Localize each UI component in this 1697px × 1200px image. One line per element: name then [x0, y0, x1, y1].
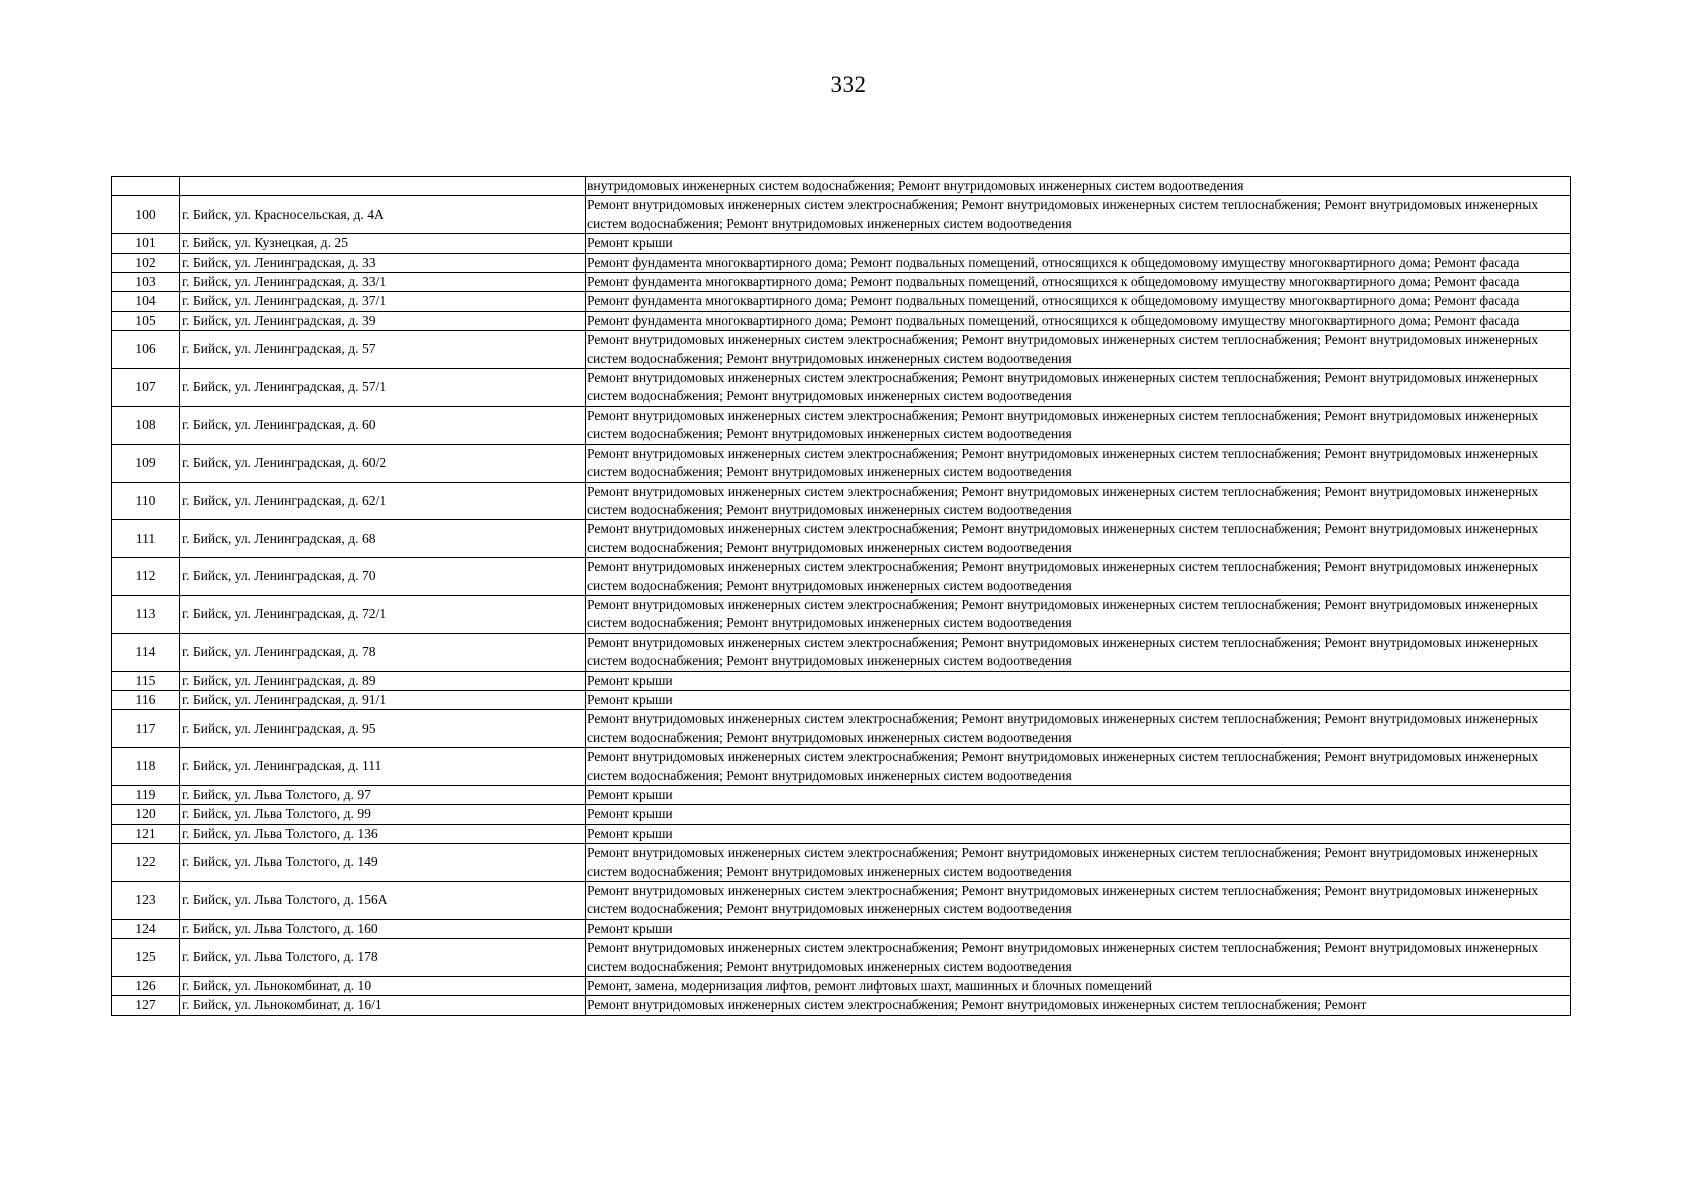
- table-row: [112, 406, 1571, 444]
- row-number: 101: [112, 234, 180, 253]
- row-number: 114: [112, 633, 180, 671]
- table-row: [112, 253, 1571, 272]
- row-address: г. Бийск, ул. Льва Толстого, д. 156А: [180, 882, 586, 920]
- row-number: 125: [112, 939, 180, 977]
- row-work-type: Ремонт внутридомовых инженерных систем электроснабжения; Ремонт внутридомовых инженерных систем теплоснабжения; Ремонт: [586, 996, 1571, 1015]
- row-work-type: Ремонт фундамента многоквартирного дома; Ремонт подвальных помещений, относящихся к общедомовому имуществу многоквартирного дома; Ремонт фасада: [586, 311, 1571, 330]
- row-number: 124: [112, 919, 180, 938]
- row-work-type: Ремонт внутридомовых инженерных систем электроснабжения; Ремонт внутридомовых инженерных систем теплоснабжения; Ремонт внутридомовых инженерных систем водоснабжения; Ремонт внутридомовых инженерных систем водоотведения: [586, 520, 1571, 558]
- row-work-type: Ремонт крыши: [586, 671, 1571, 690]
- table-row: [112, 786, 1571, 805]
- row-address: г. Бийск, ул. Ленинградская, д. 62/1: [180, 482, 586, 520]
- table-row: [112, 444, 1571, 482]
- table-row: [112, 882, 1571, 920]
- row-number: 112: [112, 558, 180, 596]
- row-address: г. Бийск, ул. Кузнецкая, д. 25: [180, 234, 586, 253]
- table-row: [112, 844, 1571, 882]
- row-number: 111: [112, 520, 180, 558]
- row-address: [180, 177, 586, 196]
- row-work-type: Ремонт внутридомовых инженерных систем электроснабжения; Ремонт внутридомовых инженерных систем теплоснабжения; Ремонт внутридомовых инженерных систем водоснабжения; Ремонт внутридомовых инженерных систем водоотведения: [586, 331, 1571, 369]
- row-address: г. Бийск, ул. Ленинградская, д. 60/2: [180, 444, 586, 482]
- table-row: [112, 311, 1571, 330]
- row-number: 109: [112, 444, 180, 482]
- row-number: 104: [112, 292, 180, 311]
- row-number: 103: [112, 273, 180, 292]
- row-number: 105: [112, 311, 180, 330]
- row-work-type: Ремонт внутридомовых инженерных систем электроснабжения; Ремонт внутридомовых инженерных систем теплоснабжения; Ремонт внутридомовых инженерных систем водоснабжения; Ремонт внутридомовых инженерных систем водоотведения: [586, 882, 1571, 920]
- row-work-type: Ремонт внутридомовых инженерных систем электроснабжения; Ремонт внутридомовых инженерных систем теплоснабжения; Ремонт внутридомовых инженерных систем водоснабжения; Ремонт внутридомовых инженерных систем водоотведения: [586, 748, 1571, 786]
- table-row: [112, 710, 1571, 748]
- row-address: г. Бийск, ул. Льнокомбинат, д. 10: [180, 977, 586, 996]
- row-number: 121: [112, 824, 180, 843]
- row-work-type: Ремонт крыши: [586, 690, 1571, 709]
- table-row: [112, 671, 1571, 690]
- row-number: 117: [112, 710, 180, 748]
- row-address: г. Бийск, ул. Ленинградская, д. 33: [180, 253, 586, 272]
- row-address: г. Бийск, ул. Красносельская, д. 4А: [180, 196, 586, 234]
- row-work-type: Ремонт крыши: [586, 786, 1571, 805]
- table-row: [112, 273, 1571, 292]
- row-address: г. Бийск, ул. Льва Толстого, д. 97: [180, 786, 586, 805]
- row-work-type: Ремонт крыши: [586, 919, 1571, 938]
- table-row: [112, 996, 1571, 1015]
- row-work-type: Ремонт крыши: [586, 234, 1571, 253]
- row-address: г. Бийск, ул. Ленинградская, д. 68: [180, 520, 586, 558]
- table-row: [112, 558, 1571, 596]
- row-number: 126: [112, 977, 180, 996]
- row-work-type: Ремонт внутридомовых инженерных систем электроснабжения; Ремонт внутридомовых инженерных систем теплоснабжения; Ремонт внутридомовых инженерных систем водоснабжения; Ремонт внутридомовых инженерных систем водоотведения: [586, 196, 1571, 234]
- table-row: [112, 633, 1571, 671]
- row-number: 116: [112, 690, 180, 709]
- table-row: [112, 939, 1571, 977]
- table-row: [112, 690, 1571, 709]
- row-number: 107: [112, 369, 180, 407]
- row-address: г. Бийск, ул. Льва Толстого, д. 99: [180, 805, 586, 824]
- table-row: [112, 595, 1571, 633]
- table-row: [112, 369, 1571, 407]
- row-number: 123: [112, 882, 180, 920]
- table-row: [112, 234, 1571, 253]
- row-address: г. Бийск, ул. Льнокомбинат, д. 16/1: [180, 996, 586, 1015]
- row-address: г. Бийск, ул. Ленинградская, д. 70: [180, 558, 586, 596]
- row-address: г. Бийск, ул. Льва Толстого, д. 178: [180, 939, 586, 977]
- row-work-type: Ремонт крыши: [586, 824, 1571, 843]
- row-work-type: Ремонт, замена, модернизация лифтов, ремонт лифтовых шахт, машинных и блочных помещений: [586, 977, 1571, 996]
- table-row: [112, 482, 1571, 520]
- table-row: [112, 331, 1571, 369]
- row-number: 120: [112, 805, 180, 824]
- row-work-type: Ремонт внутридомовых инженерных систем электроснабжения; Ремонт внутридомовых инженерных систем теплоснабжения; Ремонт внутридомовых инженерных систем водоснабжения; Ремонт внутридомовых инженерных систем водоотведения: [586, 406, 1571, 444]
- row-number: 113: [112, 595, 180, 633]
- row-number: 106: [112, 331, 180, 369]
- row-work-type: Ремонт фундамента многоквартирного дома; Ремонт подвальных помещений, относящихся к общедомовому имуществу многоквартирного дома; Ремонт фасада: [586, 253, 1571, 272]
- row-address: г. Бийск, ул. Ленинградская, д. 37/1: [180, 292, 586, 311]
- row-address: г. Бийск, ул. Ленинградская, д. 72/1: [180, 595, 586, 633]
- table-row: [112, 977, 1571, 996]
- row-number: 127: [112, 996, 180, 1015]
- row-address: г. Бийск, ул. Ленинградская, д. 39: [180, 311, 586, 330]
- row-number: 119: [112, 786, 180, 805]
- table-row: [112, 748, 1571, 786]
- row-work-type: Ремонт внутридомовых инженерных систем электроснабжения; Ремонт внутридомовых инженерных систем теплоснабжения; Ремонт внутридомовых инженерных систем водоснабжения; Ремонт внутридомовых инженерных систем водоотведения: [586, 844, 1571, 882]
- repair-registry-table: [111, 176, 1571, 1016]
- row-number: 110: [112, 482, 180, 520]
- row-address: г. Бийск, ул. Льва Толстого, д. 160: [180, 919, 586, 938]
- row-work-type: Ремонт внутридомовых инженерных систем электроснабжения; Ремонт внутридомовых инженерных систем теплоснабжения; Ремонт внутридомовых инженерных систем водоснабжения; Ремонт внутридомовых инженерных систем водоотведения: [586, 939, 1571, 977]
- row-address: г. Бийск, ул. Ленинградская, д. 57: [180, 331, 586, 369]
- table-row: [112, 919, 1571, 938]
- row-address: г. Бийск, ул. Ленинградская, д. 111: [180, 748, 586, 786]
- row-address: г. Бийск, ул. Ленинградская, д. 57/1: [180, 369, 586, 407]
- row-number: 118: [112, 748, 180, 786]
- table-row: [112, 520, 1571, 558]
- page-number: 332: [830, 72, 867, 97]
- table-row: [112, 824, 1571, 843]
- row-work-type: Ремонт внутридомовых инженерных систем электроснабжения; Ремонт внутридомовых инженерных систем теплоснабжения; Ремонт внутридомовых инженерных систем водоснабжения; Ремонт внутридомовых инженерных систем водоотведения: [586, 710, 1571, 748]
- table-row: [112, 177, 1571, 196]
- row-address: г. Бийск, ул. Ленинградская, д. 89: [180, 671, 586, 690]
- table-row: [112, 805, 1571, 824]
- row-work-type: Ремонт фундамента многоквартирного дома; Ремонт подвальных помещений, относящихся к общедомовому имуществу многоквартирного дома; Ремонт фасада: [586, 273, 1571, 292]
- row-number: 102: [112, 253, 180, 272]
- row-number: 122: [112, 844, 180, 882]
- row-address: г. Бийск, ул. Ленинградская, д. 60: [180, 406, 586, 444]
- row-address: г. Бийск, ул. Ленинградская, д. 91/1: [180, 690, 586, 709]
- row-number: 100: [112, 196, 180, 234]
- row-work-type: Ремонт внутридомовых инженерных систем электроснабжения; Ремонт внутридомовых инженерных систем теплоснабжения; Ремонт внутридомовых инженерных систем водоснабжения; Ремонт внутридомовых инженерных систем водоотведения: [586, 369, 1571, 407]
- row-work-type: Ремонт внутридомовых инженерных систем электроснабжения; Ремонт внутридомовых инженерных систем теплоснабжения; Ремонт внутридомовых инженерных систем водоснабжения; Ремонт внутридомовых инженерных систем водоотведения: [586, 595, 1571, 633]
- row-number: 115: [112, 671, 180, 690]
- row-work-type: Ремонт внутридомовых инженерных систем электроснабжения; Ремонт внутридомовых инженерных систем теплоснабжения; Ремонт внутридомовых инженерных систем водоснабжения; Ремонт внутридомовых инженерных систем водоотведения: [586, 633, 1571, 671]
- row-work-type: Ремонт внутридомовых инженерных систем электроснабжения; Ремонт внутридомовых инженерных систем теплоснабжения; Ремонт внутридомовых инженерных систем водоснабжения; Ремонт внутридомовых инженерных систем водоотведения: [586, 444, 1571, 482]
- row-work-type: Ремонт внутридомовых инженерных систем электроснабжения; Ремонт внутридомовых инженерных систем теплоснабжения; Ремонт внутридомовых инженерных систем водоснабжения; Ремонт внутридомовых инженерных систем водоотведения: [586, 558, 1571, 596]
- row-address: г. Бийск, ул. Ленинградская, д. 33/1: [180, 273, 586, 292]
- registry-body: [112, 177, 1571, 1016]
- row-work-type: Ремонт внутридомовых инженерных систем электроснабжения; Ремонт внутридомовых инженерных систем теплоснабжения; Ремонт внутридомовых инженерных систем водоснабжения; Ремонт внутридомовых инженерных систем водоотведения: [586, 482, 1571, 520]
- table-row: [112, 292, 1571, 311]
- table-row: [112, 196, 1571, 234]
- row-work-type: Ремонт фундамента многоквартирного дома; Ремонт подвальных помещений, относящихся к общедомовому имуществу многоквартирного дома; Ремонт фасада: [586, 292, 1571, 311]
- row-address: г. Бийск, ул. Ленинградская, д. 78: [180, 633, 586, 671]
- row-number: [112, 177, 180, 196]
- row-address: г. Бийск, ул. Ленинградская, д. 95: [180, 710, 586, 748]
- row-work-type: внутридомовых инженерных систем водоснабжения; Ремонт внутридомовых инженерных систем водоотведения: [586, 177, 1571, 196]
- row-address: г. Бийск, ул. Льва Толстого, д. 136: [180, 824, 586, 843]
- row-number: 108: [112, 406, 180, 444]
- row-address: г. Бийск, ул. Льва Толстого, д. 149: [180, 844, 586, 882]
- row-work-type: Ремонт крыши: [586, 805, 1571, 824]
